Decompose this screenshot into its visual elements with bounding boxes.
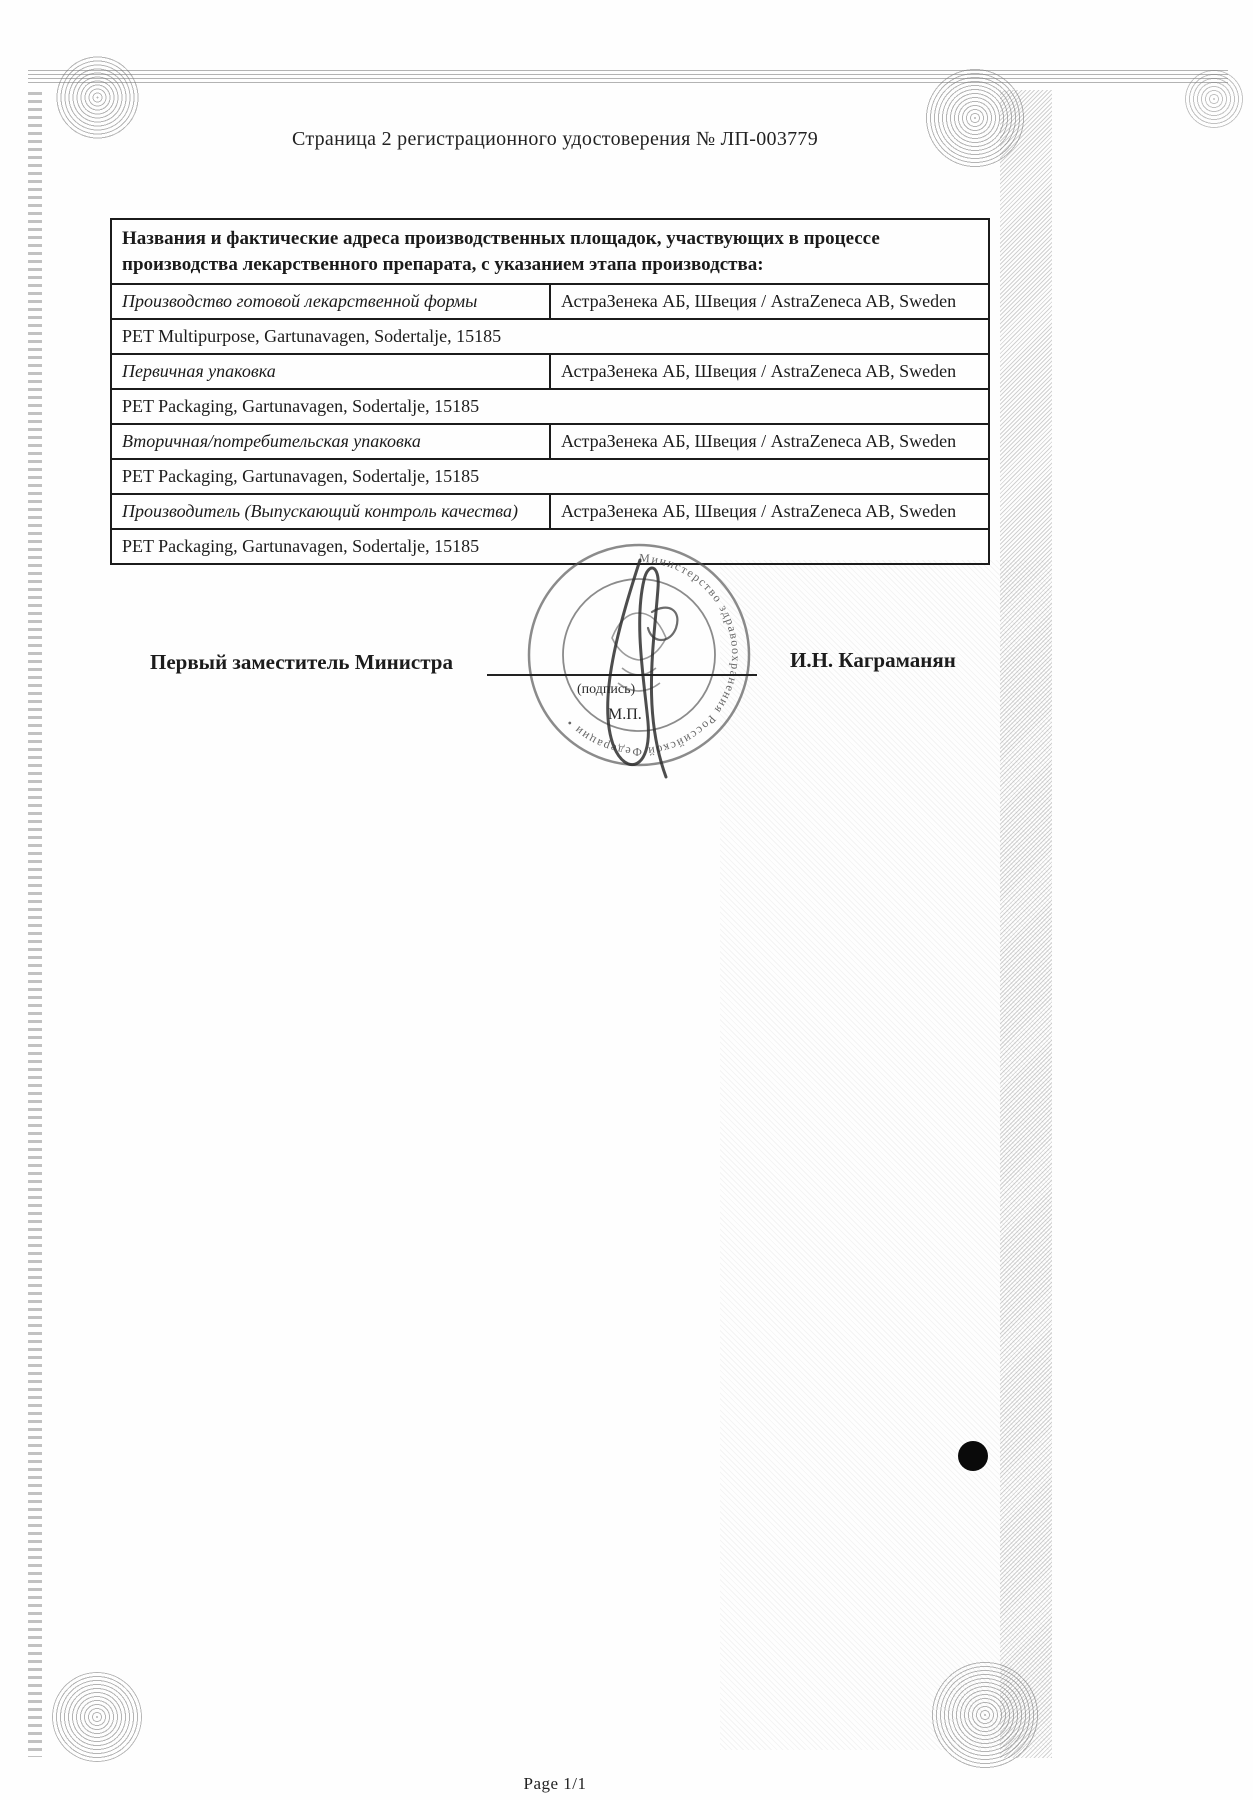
signature-line <box>487 652 757 676</box>
stage-cell: Производство готовой лекарственной формы <box>111 284 550 319</box>
manufacturing-sites-table <box>110 218 990 565</box>
company-cell: АстраЗенека АБ, Швеция / AstraZeneca AB, Sweden <box>550 354 989 389</box>
hole-punch-mark <box>958 1441 988 1471</box>
stage-cell: Производитель (Выпускающий контроль качества) <box>111 494 550 529</box>
table-row <box>111 389 989 424</box>
guilloche-border-left <box>28 92 42 1757</box>
company-cell: АстраЗенека АБ, Швеция / AstraZeneca AB, Sweden <box>550 494 989 529</box>
table-row <box>111 459 989 494</box>
page-number: Page 1/1 <box>523 1774 587 1793</box>
stage-cell: Первичная упаковка <box>111 354 550 389</box>
seal-placeholder-label: М.П. <box>608 706 642 723</box>
signature-caption: (подпись) <box>577 682 636 697</box>
scan-noise-texture <box>720 560 1052 1750</box>
rosette-ornament-icon <box>52 1672 142 1762</box>
table-row <box>111 494 989 529</box>
table-row <box>111 424 989 459</box>
address-cell: PET Packaging, Gartunavagen, Sodertalje, 15185 <box>111 389 989 424</box>
address-cell: PET Packaging, Gartunavagen, Sodertalje, 15185 <box>111 529 989 564</box>
table-row <box>111 319 989 354</box>
signatory-title: Первый заместитель Министра <box>150 650 453 674</box>
page-title: Страница 2 регистрационного удостоверения № ЛП-003779 <box>291 128 819 150</box>
signatory-name: И.Н. Каграманян <box>790 648 956 672</box>
address-cell: PET Multipurpose, Gartunavagen, Sodertalje, 15185 <box>111 319 989 354</box>
table-header-cell: Названия и фактические адреса производственных площадок, участвующих в процессе производства лекарственного препарата, с указанием этапа производства: <box>111 219 989 284</box>
table-row <box>111 354 989 389</box>
table-row <box>111 284 989 319</box>
company-cell: АстраЗенека АБ, Швеция / AstraZeneca AB, Sweden <box>550 424 989 459</box>
address-cell: PET Packaging, Gartunavagen, Sodertalje, 15185 <box>111 459 989 494</box>
stamp-ring-text: Министерство здравоохранения Российской Федерации • <box>562 550 744 760</box>
stage-cell: Вторичная/потребительская упаковка <box>111 424 550 459</box>
guilloche-border-top <box>28 70 1228 86</box>
rosette-ornament-icon <box>930 1660 1040 1770</box>
rosette-ornament-icon <box>1185 70 1243 128</box>
company-cell: АстраЗенека АБ, Швеция / AstraZeneca AB, Sweden <box>550 284 989 319</box>
rosette-ornament-icon <box>925 68 1025 168</box>
table-header-row <box>111 219 989 284</box>
